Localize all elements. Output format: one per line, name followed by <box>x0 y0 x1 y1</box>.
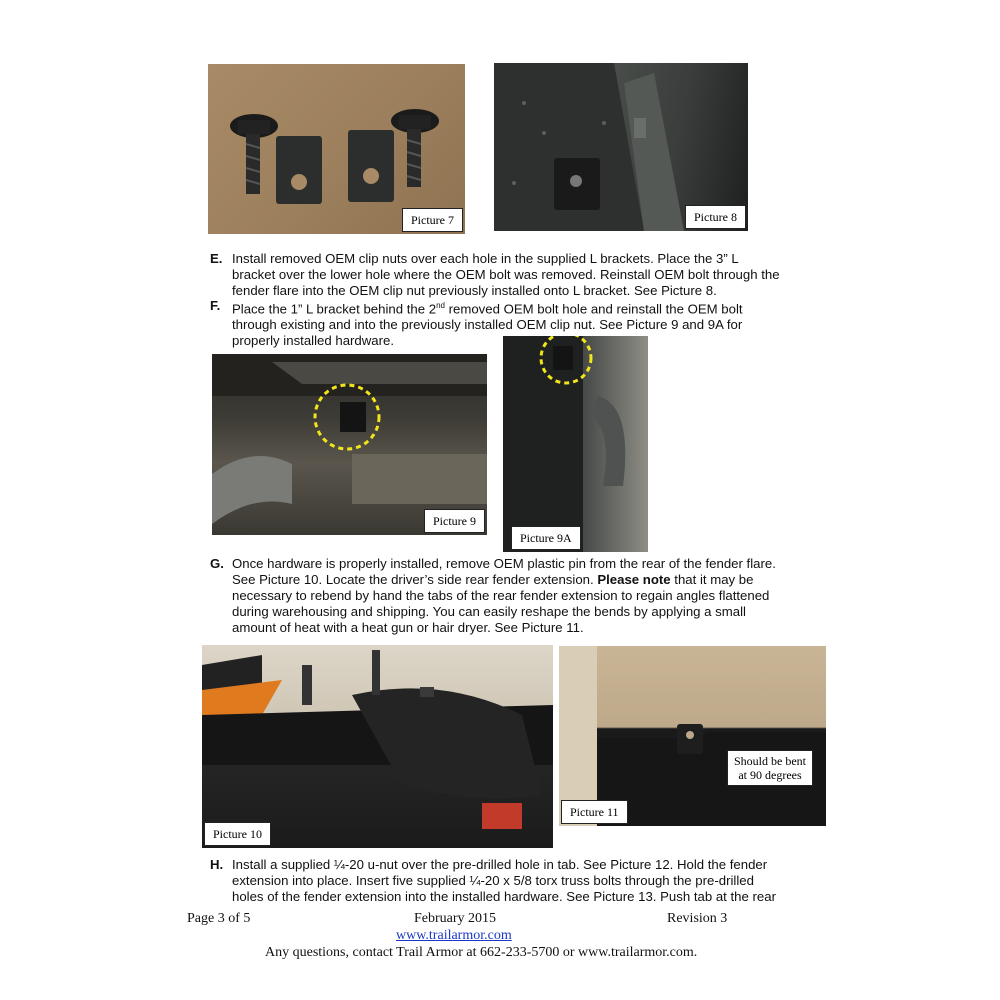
rear-fender-flare-image <box>202 645 553 848</box>
step-f-line-1-sup: nd <box>436 301 445 310</box>
fender-extension-tab-image <box>559 646 826 826</box>
step-e-letter: E. <box>210 251 223 266</box>
step-h-line-3: holes of the fender extension into the installed hardware. See Picture 13. Push tab at the rear <box>232 889 776 904</box>
step-h-letter: H. <box>210 857 224 872</box>
step-h-line-2: extension into place. Insert five supplied ¼-20 x 5/8 torx truss bolts through the pre-drilled <box>232 873 754 888</box>
step-g-letter: G. <box>210 556 224 571</box>
step-g-line-2 <box>232 572 832 588</box>
step-e-line-2: bracket over the lower hole where the OEM bolt was removed. Reinstall OEM bolt through the <box>232 267 780 282</box>
footer-revision: Revision 3 <box>667 911 728 926</box>
step-e-line-3: fender flare into the OEM clip nut previously installed onto L bracket. See Picture 8. <box>232 283 717 298</box>
step-g-line-2-b: that it may be <box>670 572 754 587</box>
picture-7-photo <box>208 64 465 234</box>
step-e-line-1: Install removed OEM clip nuts over each hole in the supplied L brackets. Place the 3” L <box>232 251 739 266</box>
step-f-line-1-b: removed OEM bolt hole and reinstall the OEM bolt <box>444 301 743 317</box>
picture-11-photo <box>559 646 826 826</box>
step-g-line-5: amount of heat with a heat gun or hair dryer. See Picture 11. <box>232 620 584 635</box>
picture-9-photo <box>212 354 487 535</box>
step-f-line-3: properly installed hardware. <box>232 333 394 349</box>
step-f-line-2: through existing and into the previously installed OEM clip nut. See Picture 9 and 9A for <box>232 317 743 333</box>
step-h-line-1: Install a supplied ¼-20 u-nut over the pre-drilled hole in tab. See Picture 12. Hold the fender <box>232 857 768 872</box>
picture-8-caption: Picture 8 <box>685 205 746 229</box>
picture-9-caption: Picture 9 <box>424 509 485 533</box>
footer-page-number: Page 3 of 5 <box>187 911 251 926</box>
picture-10-photo <box>202 645 553 848</box>
step-g-line-2-a: See Picture 10. Locate the driver’s side rear fender extension. <box>232 572 598 587</box>
step-g-line-1: Once hardware is properly installed, remove OEM plastic pin from the rear of the fender flare. <box>232 556 776 571</box>
footer-date: February 2015 <box>414 911 497 926</box>
picture-8-photo <box>494 63 748 231</box>
picture-9a-photo <box>503 336 648 552</box>
picture-7-caption: Picture 7 <box>402 208 463 232</box>
picture-11-note-line-1: Should be bent <box>734 754 806 768</box>
picture-10-caption: Picture 10 <box>204 822 271 846</box>
step-g-please-note: Please note <box>597 572 671 587</box>
step-f-line-1 <box>232 298 832 317</box>
step-g-line-4: during warehousing and shipping. You can easily reshape the bends by applying a small <box>232 604 746 619</box>
clip-nut-side-view-image <box>503 336 648 552</box>
clip-nut-installed-image <box>212 354 487 535</box>
step-h <box>210 857 832 905</box>
step-g <box>210 556 832 636</box>
picture-11-caption: Picture 11 <box>561 800 628 824</box>
picture-11-note-line-2: at 90 degrees <box>738 768 802 782</box>
picture-11-note <box>727 750 813 786</box>
picture-9a-caption: Picture 9A <box>511 526 581 550</box>
step-f-line-1-a: Place the 1” L bracket behind the 2 <box>232 301 437 317</box>
step-g-line-3: necessary to rebend by hand the tabs of the rear fender extension to regain angles flattened <box>232 588 770 603</box>
footer-contact: Any questions, contact Trail Armor at 662-233-5700 or www.trailarmor.com. <box>265 945 698 960</box>
footer-website-link[interactable]: www.trailarmor.com <box>396 928 512 943</box>
step-e <box>210 251 832 299</box>
step-f-letter: F. <box>210 298 221 313</box>
